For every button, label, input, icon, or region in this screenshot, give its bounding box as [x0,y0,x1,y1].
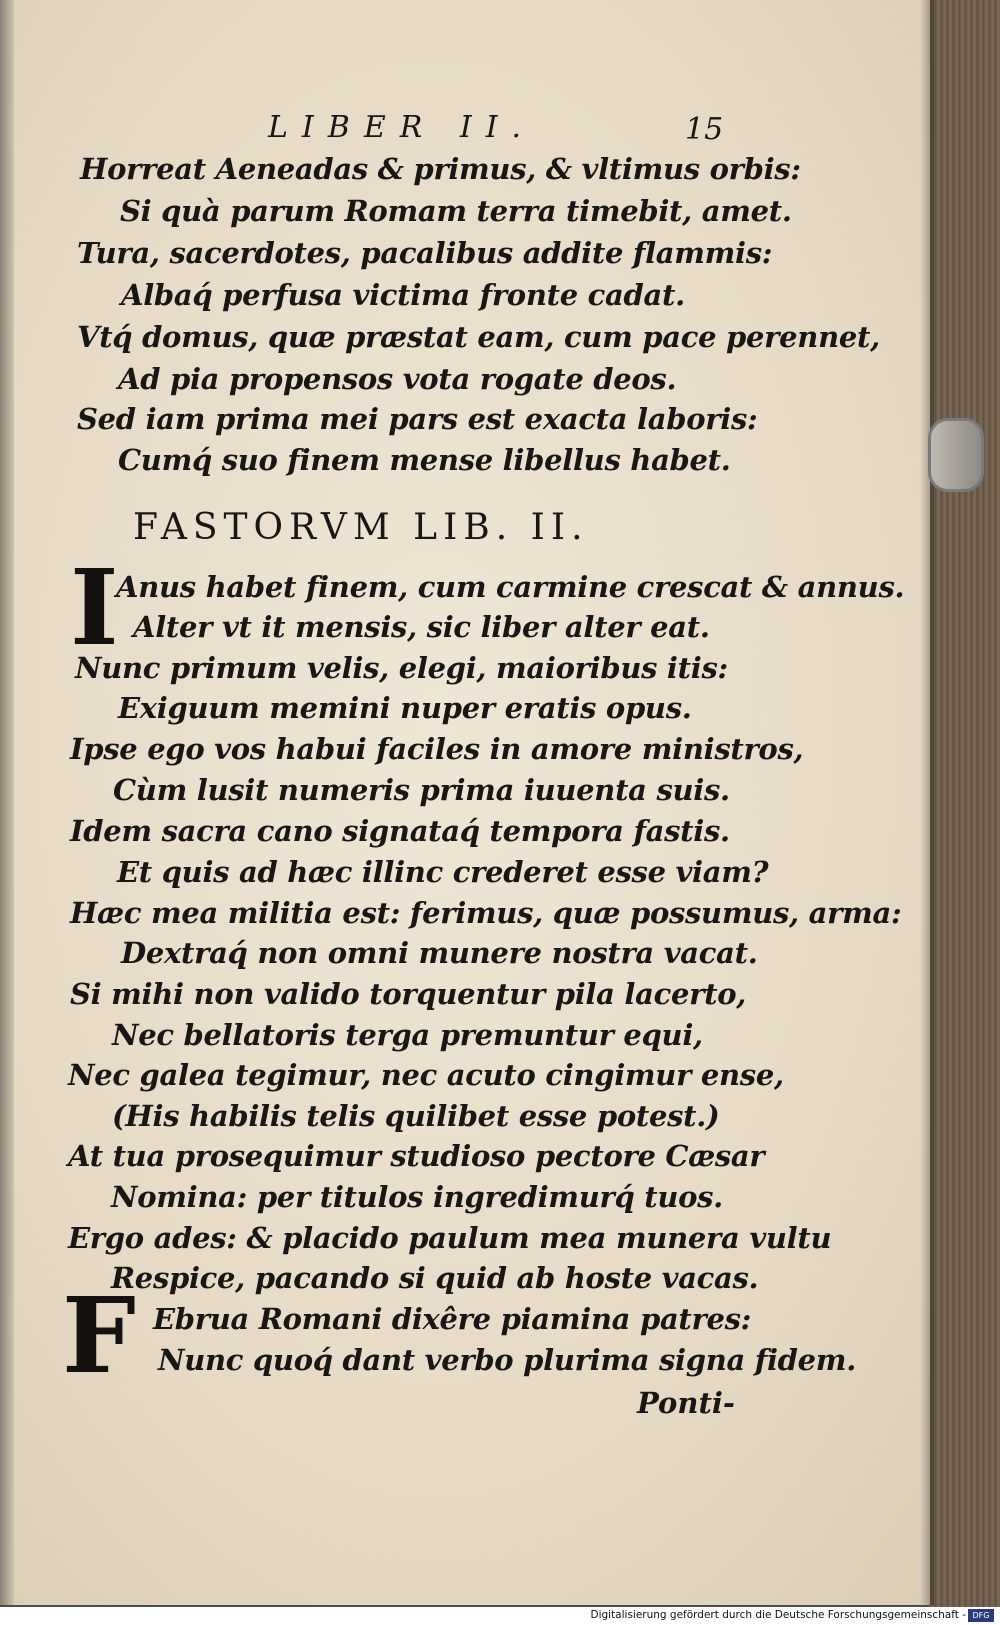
verse-line: Tura, sacerdotes, pacalibus addite flammis: [77,236,773,270]
footer-credit: Digitalisierung gefördert durch die Deutsche Forschungsgemeinschaft - [590,1609,966,1621]
dropcap-letter: F [62,1274,136,1397]
page-number: 15 [685,112,724,147]
dropcap-letter: I [70,546,119,669]
verse-line: Si mihi non valido torquentur pila lacerto, [70,977,747,1011]
verse-line: Nec bellatoris terga premuntur equi, [112,1018,703,1052]
page-gutter [0,0,14,1605]
verse-line: Alter vt it mensis, sic liber alter eat. [133,610,710,644]
verse-line: Dextraq́ non omni munere nostra vacat. [121,936,758,970]
verse-line: Cùm lusit numeris prima iuuenta suis. [113,773,730,807]
catchword: Ponti- [637,1386,735,1420]
verse-line: Sed iam prima mei pars est exacta laboris: [77,402,758,436]
verse-line: Cumq́ suo finem mense libellus habet. [118,443,731,477]
page-edge-shadow [920,0,934,1605]
verse-line: Anus habet finem, cum carmine crescat & annus. [116,570,905,604]
verse-line: Ad pia propensos vota rogate deos. [118,362,677,396]
verse-line: Si quà parum Romam terra timebit, amet. [120,194,792,228]
verse-line: Albaq́ perfusa victima fronte cadat. [121,278,685,312]
verse-line: Nomina: per titulos ingredimurq́ tuos. [111,1180,723,1214]
verse-line: Ergo ades: & placido paulum mea munera vultu [68,1221,832,1255]
book-fore-edge [930,0,1000,1607]
verse-line: Vtq́ domus, quæ præstat eam, cum pace perennet, [77,320,880,354]
verse-line: Ebrua Romani dixêre piamina patres: [153,1302,752,1336]
verse-line: Nunc quoq́ dant verbo plurima signa fidem. [158,1343,856,1377]
verse-line: Horreat Aeneadas & primus, & vltimus orbis: [80,152,801,186]
book-clasp [928,418,984,492]
verse-line: Et quis ad hæc illinc crederet esse viam? [117,855,769,889]
verse-line: (His habilis telis quilibet esse potest.) [112,1099,720,1133]
verse-line: Ipse ego vos habui faciles in amore ministros, [70,732,804,766]
verse-line: Idem sacra cano signataq́ tempora fastis. [70,814,730,848]
verse-line: Respice, pacando si quid ab hoste vacas. [111,1261,759,1295]
verse-line: At tua prosequimur studioso pectore Cæsar [68,1139,765,1173]
verse-line: Nec galea tegimur, nec acuto cingimur ense, [68,1058,784,1092]
verse-line: Hæc mea militia est: ferimus, quæ possumus, arma: [70,896,902,930]
section-title: FASTORVM LIB. II. [133,507,589,548]
verse-line: Nunc primum velis, elegi, maioribus itis: [75,651,728,685]
dfg-logo: DFG [968,1609,994,1622]
verse-line: Exiguum memini nuper eratis opus. [118,691,692,725]
running-header-title: LIBER II. [268,110,536,145]
